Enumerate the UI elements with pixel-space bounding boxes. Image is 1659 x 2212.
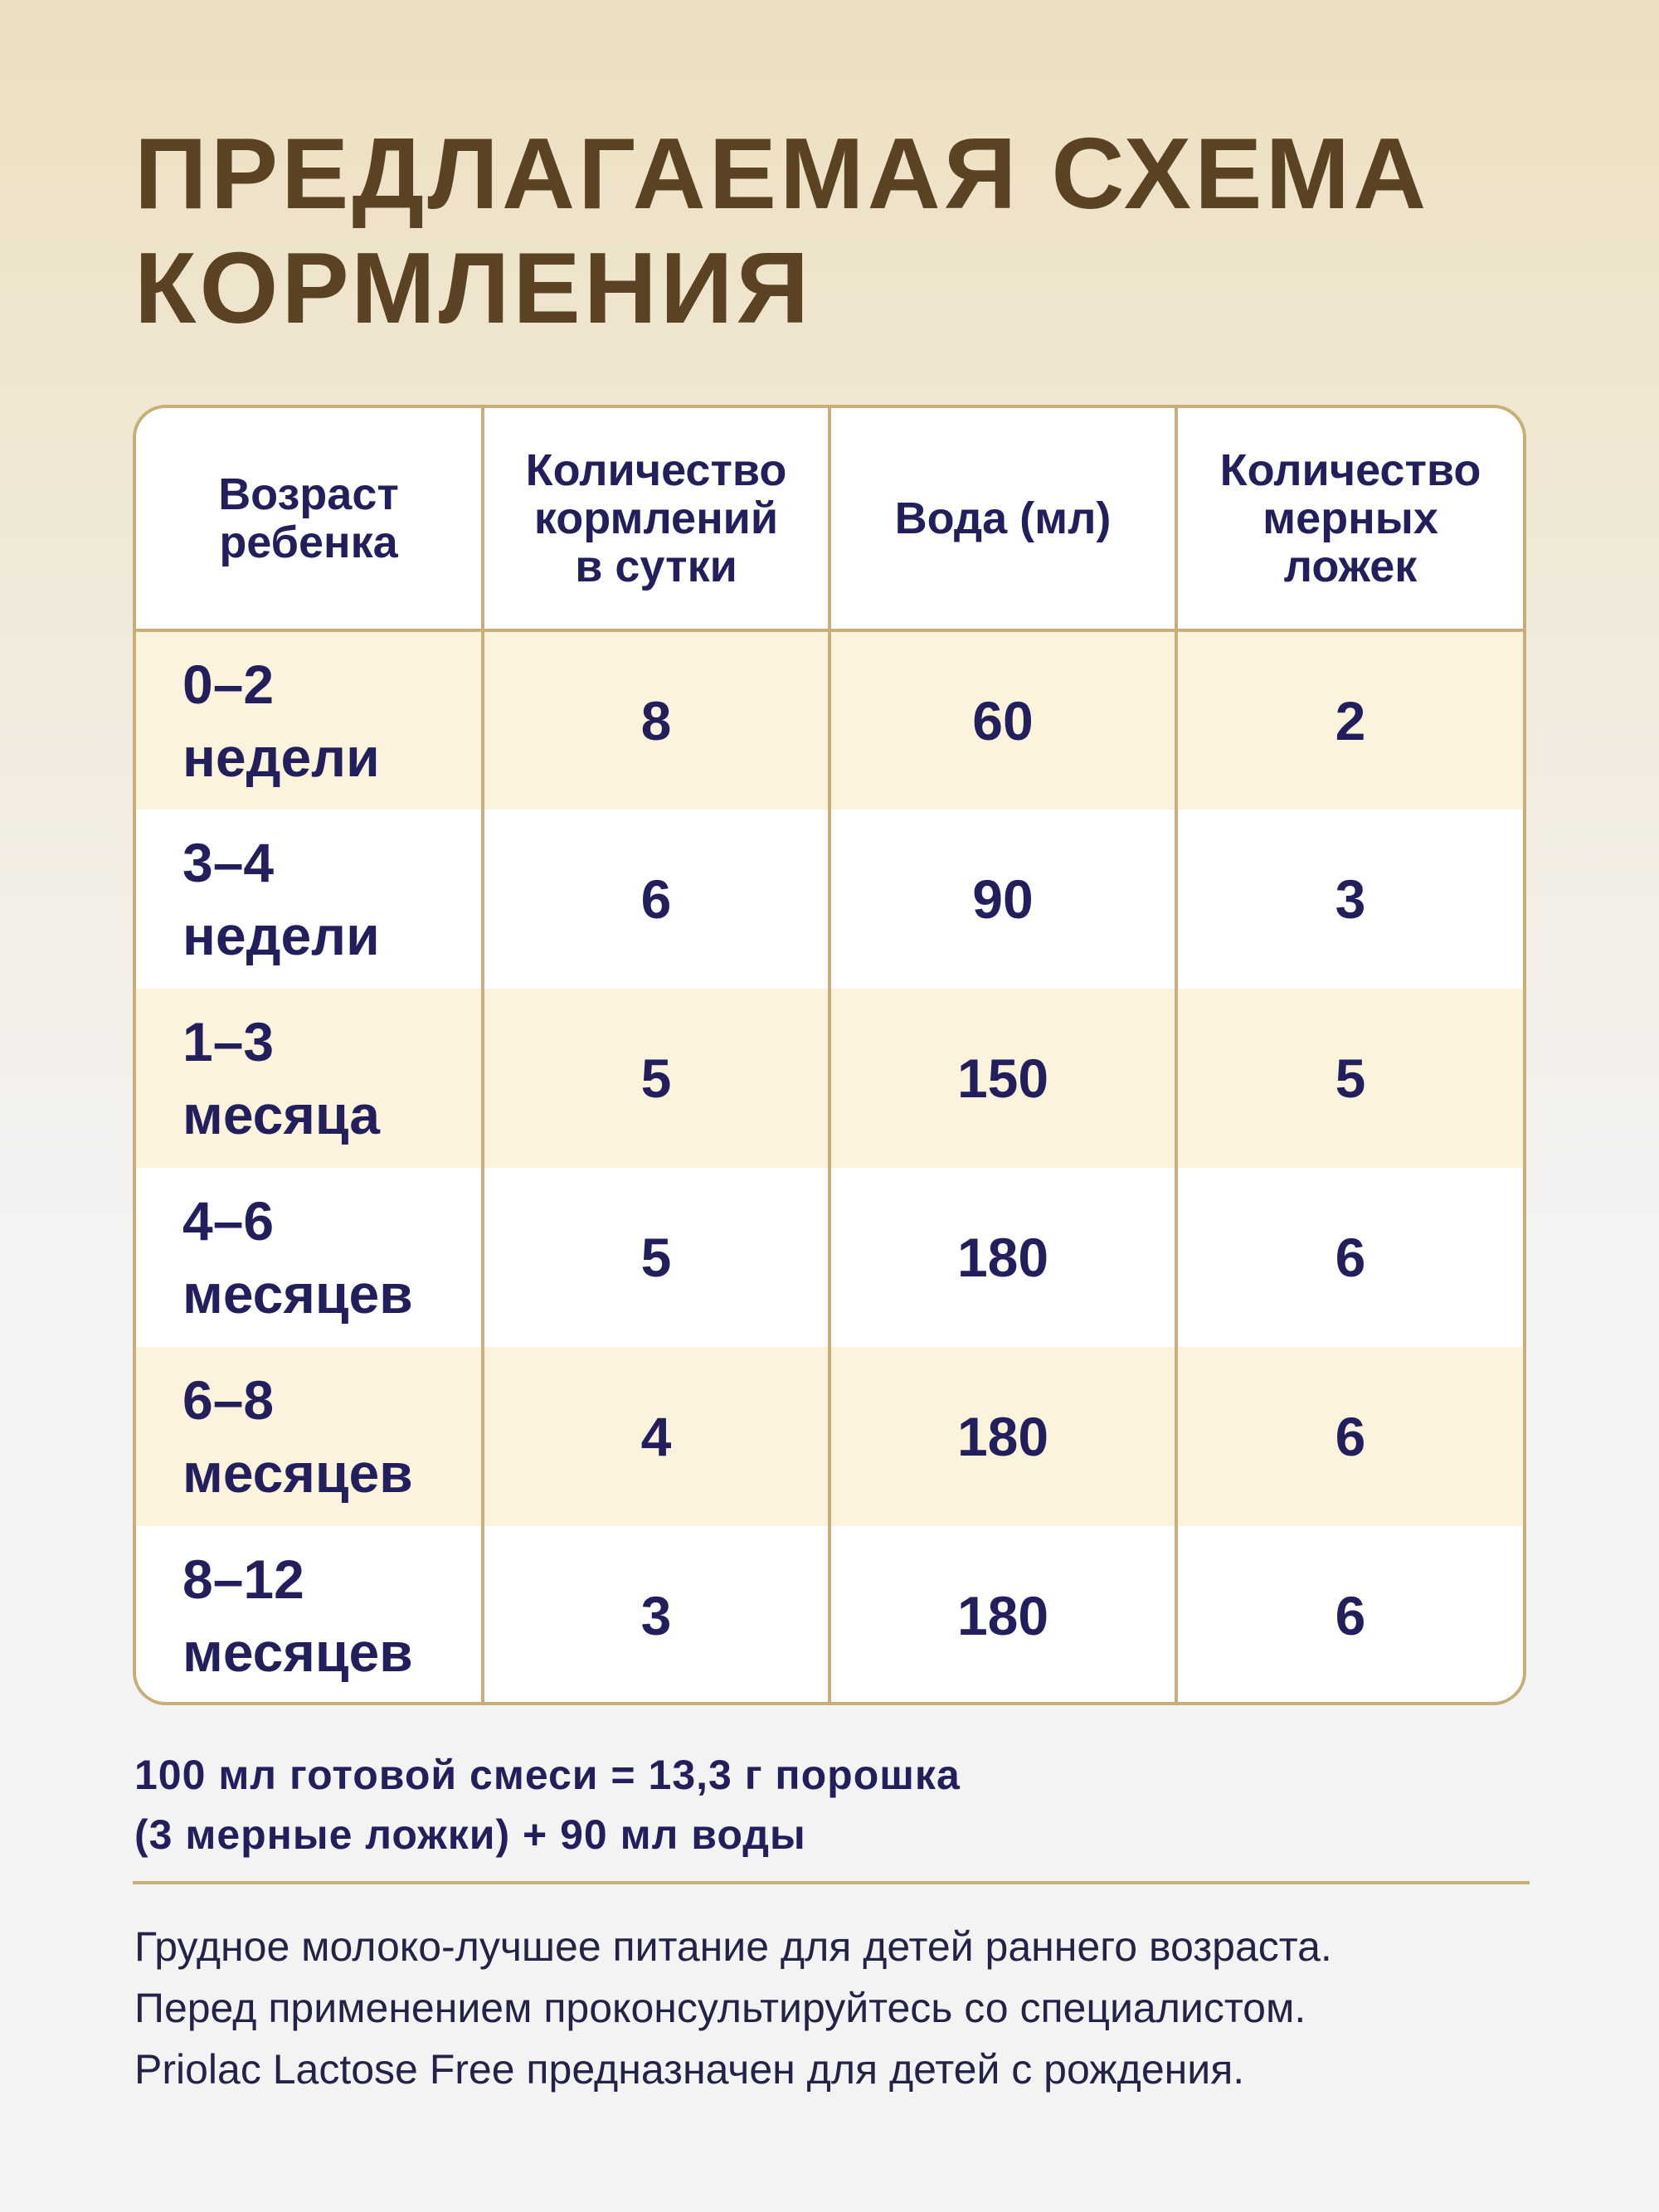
age-unit: недели	[182, 905, 380, 966]
age-unit: месяцев	[182, 1263, 413, 1325]
cell-age	[136, 630, 483, 809]
disclaimer-line-1: Грудное молоко-лучшее питание для детей раннего возраста.	[134, 1923, 1332, 1970]
cell-age	[136, 1168, 483, 1347]
header-scoops	[1176, 408, 1523, 630]
feeding-schedule-table	[133, 405, 1526, 1705]
header-age-line: ребенка	[219, 518, 398, 567]
cell-water: 90	[830, 809, 1176, 989]
header-scoops-line: ложек	[1283, 542, 1418, 591]
header-water-line: Вода (мл)	[894, 493, 1112, 543]
cell-age	[136, 1526, 483, 1705]
divider	[133, 1881, 1530, 1884]
cell-feedings: 5	[483, 1168, 830, 1347]
header-row	[136, 408, 1523, 630]
header-water	[830, 408, 1176, 630]
age-unit: месяца	[182, 1084, 380, 1145]
preparation-note	[134, 1745, 1528, 1864]
cell-water: 180	[830, 1526, 1176, 1705]
header-feedings-line: в сутки	[575, 542, 737, 591]
header-age	[136, 408, 483, 630]
page-title	[134, 116, 1545, 345]
table-header	[136, 408, 1523, 630]
page-title-line-2: КОРМЛЕНИЯ	[134, 231, 813, 344]
page-title-line-1: ПРЕДЛАГАЕМАЯ СХЕМА	[134, 117, 1430, 230]
cell-water: 180	[830, 1347, 1176, 1526]
age-range: 0–2	[182, 654, 275, 715]
header-scoops-line: Количество	[1219, 445, 1481, 495]
disclaimer-line-2: Перед применением проконсультируйтесь со специалистом.	[134, 1985, 1306, 2031]
age-range: 1–3	[182, 1011, 275, 1072]
cell-feedings: 6	[483, 809, 830, 989]
cell-feedings: 4	[483, 1347, 830, 1526]
cell-scoops: 6	[1176, 1526, 1523, 1705]
feeding-table	[136, 408, 1523, 1705]
cell-scoops: 3	[1176, 809, 1523, 989]
table-row	[136, 1347, 1523, 1526]
header-scoops-line: мерных	[1262, 493, 1438, 543]
age-range: 4–6	[182, 1190, 275, 1252]
age-range: 3–4	[182, 832, 275, 893]
disclaimer	[134, 1916, 1528, 2100]
cell-age	[136, 989, 483, 1168]
age-range: 8–12	[182, 1548, 304, 1610]
header-age-line: Возраст	[218, 469, 399, 519]
age-unit: недели	[182, 727, 380, 788]
cell-scoops: 2	[1176, 630, 1523, 809]
preparation-note-line-2: (3 мерные ложки) + 90 мл воды	[134, 1811, 806, 1858]
preparation-note-line-1: 100 мл готовой смеси = 13,3 г порошка	[134, 1752, 961, 1798]
age-unit: месяцев	[182, 1621, 413, 1683]
table-body	[136, 630, 1523, 1705]
header-feedings	[483, 408, 830, 630]
table-row	[136, 1168, 1523, 1347]
table-row	[136, 989, 1523, 1168]
age-range: 6–8	[182, 1369, 275, 1431]
cell-water: 150	[830, 989, 1176, 1168]
header-feedings-line: кормлений	[533, 493, 779, 543]
cell-water: 180	[830, 1168, 1176, 1347]
cell-feedings: 5	[483, 989, 830, 1168]
cell-scoops: 5	[1176, 989, 1523, 1168]
cell-feedings: 8	[483, 630, 830, 809]
cell-age	[136, 809, 483, 989]
cell-age	[136, 1347, 483, 1526]
table-row	[136, 1526, 1523, 1705]
cell-water: 60	[830, 630, 1176, 809]
disclaimer-line-3: Priolac Lactose Free предназначен для детей с рождения.	[134, 2046, 1245, 2093]
table-row	[136, 630, 1523, 809]
header-feedings-line: Количество	[525, 445, 787, 495]
table-row	[136, 809, 1523, 989]
cell-scoops: 6	[1176, 1168, 1523, 1347]
age-unit: месяцев	[182, 1442, 413, 1504]
cell-feedings: 3	[483, 1526, 830, 1705]
cell-scoops: 6	[1176, 1347, 1523, 1526]
